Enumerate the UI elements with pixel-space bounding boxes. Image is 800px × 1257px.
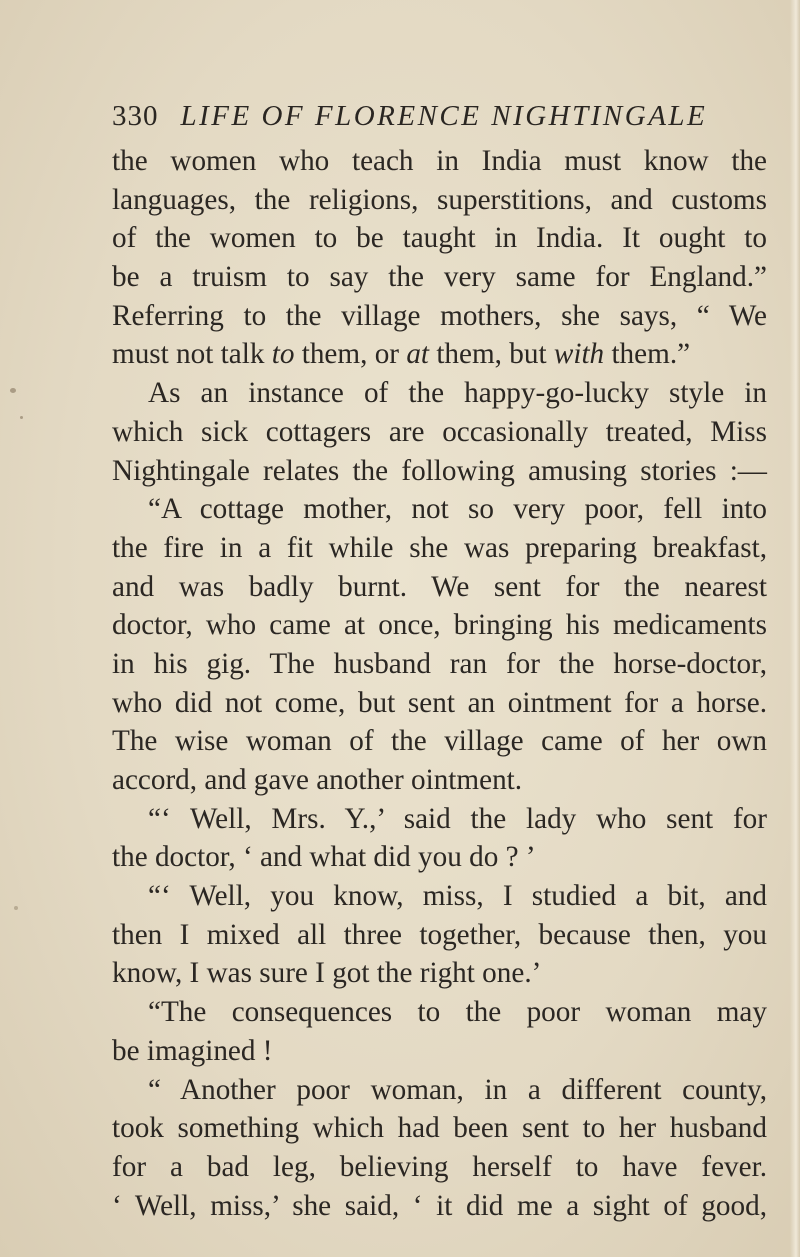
paper-spot (14, 906, 18, 910)
text-line (112, 219, 767, 258)
text-segment: the fire in a fit while she was preparing breakfast, (112, 531, 767, 564)
text-segment: be a truism to say the very same for England.” (112, 261, 767, 294)
text-segment: “The consequences to the poor woman may (148, 996, 767, 1029)
text-line (112, 452, 767, 491)
text-line (112, 568, 767, 607)
text-segment: ‘ Well, miss,’ she said, ‘ it did me a sight of good, (112, 1189, 767, 1222)
text-segment: Referring to the village mothers, she says, “ We (112, 299, 767, 332)
text-segment: The wise woman of the village came of her own (112, 725, 767, 758)
text-line (112, 258, 767, 297)
page-number: 330 (112, 100, 159, 132)
text-segment: for a bad leg, believing herself to have fever. (112, 1150, 767, 1183)
text-segment: them.” (604, 338, 691, 371)
text-line (112, 490, 767, 529)
page-edge (790, 0, 800, 1257)
text-segment: then I mixed all three together, because then, you (112, 918, 767, 951)
text-segment: As an instance of the happy-go-lucky style in (148, 377, 767, 410)
running-header (112, 100, 752, 133)
text-line (112, 181, 767, 220)
text-segment: must not talk (112, 338, 272, 371)
text-segment: “‘ Well, Mrs. Y.,’ said the lady who sent for (148, 802, 767, 835)
text-line (112, 1187, 767, 1226)
text-segment: be imagined ! (112, 1034, 273, 1067)
text-line (112, 1032, 767, 1071)
text-line (112, 993, 767, 1032)
text-segment: which sick cottagers are occasionally treated, Miss (112, 415, 767, 448)
text-line (112, 838, 767, 877)
text-segment: them, or (294, 338, 407, 371)
text-line (112, 606, 767, 645)
text-segment: took something which had been sent to her husband (112, 1112, 767, 1145)
text-segment: know, I was sure I got the right one.’ (112, 957, 542, 990)
text-segment: them, but (429, 338, 554, 371)
text-line (112, 684, 767, 723)
text-line (112, 1071, 767, 1110)
text-line (112, 877, 767, 916)
body-text (112, 142, 767, 1225)
text-line (112, 374, 767, 413)
text-line (112, 1148, 767, 1187)
text-line (112, 142, 767, 181)
text-segment: in his gig. The husband ran for the horse-doctor, (112, 647, 767, 680)
text-line (112, 645, 767, 684)
text-segment: “A cottage mother, not so very poor, fell into (148, 493, 767, 526)
italic-text: with (553, 338, 605, 371)
text-line (112, 335, 767, 374)
text-segment: “‘ Well, you know, miss, I studied a bit, and (148, 880, 767, 913)
running-title: LIFE OF FLORENCE NIGHTINGALE (180, 100, 708, 132)
text-segment: the doctor, ‘ and what did you do ? ’ (112, 841, 536, 874)
text-segment: “ Another poor woman, in a different county, (148, 1073, 767, 1106)
text-line (112, 529, 767, 568)
text-segment: accord, and gave another ointment. (112, 764, 523, 796)
text-line (112, 916, 767, 955)
text-line (112, 1109, 767, 1148)
text-line (112, 297, 767, 336)
text-line (112, 954, 767, 993)
text-segment: Nightingale relates the following amusing stories :— (112, 454, 767, 487)
text-segment: languages, the religions, superstitions, and customs (112, 183, 767, 216)
text-segment: of the women to be taught in India. It ought to (112, 222, 767, 255)
text-segment: who did not come, but sent an ointment for a horse. (112, 686, 767, 719)
text-segment: the women who teach in India must know the (112, 145, 767, 177)
text-line (112, 722, 767, 761)
text-line (112, 761, 767, 800)
italic-text: to (271, 338, 295, 371)
text-line (112, 413, 767, 452)
text-segment: doctor, who came at once, bringing his medicaments (112, 609, 767, 642)
paper-spot (10, 388, 16, 393)
text-line (112, 800, 767, 839)
italic-text: at (406, 338, 430, 371)
paper-spot (20, 416, 23, 419)
text-segment: and was badly burnt. We sent for the nearest (112, 570, 767, 603)
